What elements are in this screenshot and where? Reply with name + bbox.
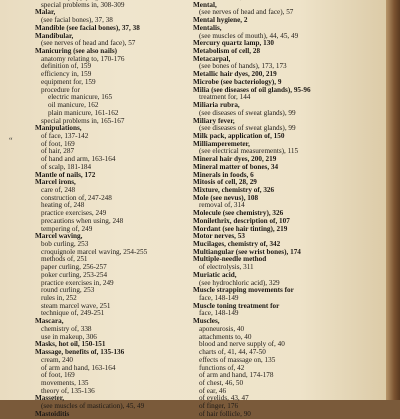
- index-heading: Milk pack, application of, 150: [193, 131, 285, 140]
- index-subentry: (see bones of hands), 173, 173: [199, 62, 287, 71]
- index-heading: Mental hygiene, 2: [193, 16, 248, 25]
- index-subentry: blood and nerve supply of, 40: [199, 340, 285, 349]
- index-heading: Mitosis of cell, 28, 29: [193, 178, 257, 187]
- index-heading: Minerals in foods, 6: [193, 170, 254, 179]
- index-subentry: of scalp, 181-184: [41, 162, 92, 171]
- index-subentry: face, 148-149: [199, 309, 239, 318]
- index-subentry: tempering of, 249: [41, 224, 93, 233]
- index-subentry: (see facial bones), 37, 38: [41, 16, 113, 25]
- index-heading: Milia (see diseases of oil glands), 95-96: [193, 85, 311, 94]
- index-heading: Masseter,: [35, 394, 65, 403]
- index-heading: Microbe (see bacteriology), 9: [193, 77, 282, 86]
- index-heading: Muscles,: [193, 317, 220, 326]
- index-subentry: definition of, 159: [41, 62, 92, 71]
- index-subentry: plain manicure, 161-162: [48, 108, 119, 117]
- index-subentry: precautions when using, 248: [41, 216, 124, 225]
- index-subentry: of ear, 46: [199, 386, 227, 395]
- index-subentry: steam marcel wave, 251: [41, 301, 111, 310]
- index-heading: Mental,: [193, 0, 217, 9]
- index-heading: Motor nerves, 53: [193, 232, 245, 241]
- index-subentry: theory of, 135-136: [41, 386, 95, 395]
- index-subentry: effects of massage on, 135: [199, 355, 276, 364]
- index-subentry: croquignole marcel waving, 254-255: [41, 247, 148, 256]
- index-subentry: movements, 135: [41, 378, 89, 387]
- index-subentry: technique of, 249-251: [41, 309, 105, 318]
- index-subentry: care of, 248: [41, 185, 76, 194]
- index-heading: Manipulations,: [35, 124, 82, 133]
- index-heading: Marcel irons,: [35, 178, 76, 187]
- index-heading: Metallic hair dyes, 200, 219: [193, 70, 277, 79]
- index-heading: Mineral matter of bones, 34: [193, 162, 279, 171]
- index-heading: Manicuring (see also nails): [35, 47, 118, 56]
- index-column-right: [193, 0, 373, 419]
- index-subentry: (see muscles of mastication), 45, 49: [41, 402, 145, 411]
- index-subentry: treatment for, 144: [199, 93, 251, 102]
- index-heading: Metabolism of cell, 28: [193, 47, 261, 56]
- index-subentry: use in makeup, 306: [41, 332, 97, 341]
- index-subentry: face, 148-149: [199, 294, 239, 303]
- index-subentry: anatomy relating to, 170-176: [41, 54, 125, 63]
- index-subentry: of electrolysis, 311: [199, 263, 254, 272]
- index-subentry: chemistry of, 338: [41, 324, 92, 333]
- index-subentry: of foot, 169: [41, 139, 75, 148]
- index-heading: Mole (see nevus), 108: [193, 193, 259, 202]
- index-subentry: of hair follicle, 90: [199, 409, 251, 418]
- index-column-left: [35, 0, 215, 419]
- index-subentry: equipment for, 159: [41, 77, 96, 86]
- index-subentry: aponeurosis, 40: [199, 324, 245, 333]
- index-heading: Miliary fever,: [193, 116, 235, 125]
- index-subentry: rules in, 252: [41, 294, 77, 303]
- index-subentry: cream, 240: [41, 355, 73, 364]
- index-heading: Metacarpal,: [193, 54, 231, 63]
- index-subentry: procedure for: [41, 85, 80, 94]
- index-heading: Marcel waving,: [35, 232, 83, 241]
- index-heading: Monilethrix, description of, 107: [193, 216, 290, 225]
- index-subentry: practice exercises, 249: [41, 209, 107, 218]
- index-subentry: removal of, 314: [199, 201, 245, 210]
- index-subentry: charts of, 41, 44, 47-50: [199, 348, 266, 357]
- index-subentry: of hair, 287: [41, 147, 75, 156]
- index-subentry: special problems in, 308-309: [41, 0, 125, 9]
- index-subentry: round curling, 253: [41, 286, 95, 295]
- index-subentry: (see hydrochloric acid), 329: [199, 278, 280, 287]
- index-heading: Mentalis,: [193, 23, 222, 32]
- index-heading: Mantle of nails, 172: [35, 170, 96, 179]
- index-subentry: (see nerves of head and face), 57: [199, 8, 294, 17]
- index-subentry: special problems in, 165-167: [41, 116, 125, 125]
- index-heading: Mercury quartz lamp, 130: [193, 39, 274, 48]
- index-heading: Multiple-needle method: [193, 255, 267, 264]
- index-heading: Muscle strapping movements for: [193, 286, 294, 295]
- index-subentry: of eyelids, 43, 47: [199, 394, 249, 403]
- index-heading: Mascara,: [35, 317, 64, 326]
- index-subentry: (see diseases of sweat glands), 99: [199, 124, 296, 133]
- index-heading: Mineral hair dyes, 200, 219: [193, 155, 277, 164]
- index-subentry: attachments to, 40: [199, 332, 252, 341]
- index-heading: Mordant (see hair tinting), 219: [193, 224, 288, 233]
- index-heading: Massage, benefits of, 135-136: [35, 348, 125, 357]
- index-heading: Muriatic acid,: [193, 270, 237, 279]
- index-subentry: of arm and hand, 174-178: [199, 371, 274, 380]
- index-subentry: functions of, 42: [199, 363, 245, 372]
- index-heading: Milliamperemeter,: [193, 139, 250, 148]
- index-subentry: of foot, 169: [41, 371, 75, 380]
- index-heading: Miliaria rubra,: [193, 101, 240, 110]
- index-subentry: practice exercises in, 249: [41, 278, 114, 287]
- book-spine-edge: [386, 0, 400, 400]
- index-heading: Multiangular (see wrist bones), 174: [193, 247, 301, 256]
- index-subentry: (see electrical measurements), 115: [199, 147, 299, 156]
- index-subentry: of face, 137-142: [41, 131, 89, 140]
- index-subentry: (see diseases of sweat glands), 99: [199, 108, 296, 117]
- index-subentry: electric manicure, 165: [48, 93, 113, 102]
- index-heading: Mandibular,: [35, 31, 74, 40]
- index-heading: Mixture, chemistry of, 326: [193, 185, 275, 194]
- index-heading: Muscle toning treatment for: [193, 301, 280, 310]
- margin-mark: “: [9, 136, 14, 145]
- index-subentry: bob curling, 253: [41, 240, 89, 248]
- index-heading: Malar,: [35, 8, 56, 17]
- index-subentry: of finger, 176: [199, 402, 239, 411]
- index-subentry: poker curling, 253-254: [41, 270, 108, 279]
- index-subentry: of hand and arm, 163-164: [41, 155, 116, 164]
- index-heading: Mucilages, chemistry of, 342: [193, 240, 281, 248]
- index-heading: Mastoiditis: [35, 409, 70, 418]
- index-heading: Molecule (see chemistry), 326: [193, 209, 284, 218]
- index-subentry: efficiency in, 159: [41, 70, 92, 79]
- index-subentry: of arm and hand, 163-164: [41, 363, 116, 372]
- index-subentry: construction of, 247-248: [41, 193, 112, 202]
- index-subentry: (see nerves of head and face), 57: [41, 39, 136, 48]
- index-heading: Masks, hot oil, 150-151: [35, 340, 106, 349]
- index-subentry: heating of, 248: [41, 201, 85, 210]
- index-subentry: (see muscles of mouth), 44, 45, 49: [199, 31, 299, 40]
- index-subentry: methods of, 251: [41, 255, 88, 264]
- index-subentry: of chest, 46, 50: [199, 378, 244, 387]
- index-heading: Mandible (see facial bones), 37, 38: [35, 23, 140, 32]
- index-subentry: paper curling, 256-257: [41, 263, 107, 272]
- index-subentry: oil manicure, 162: [48, 101, 99, 110]
